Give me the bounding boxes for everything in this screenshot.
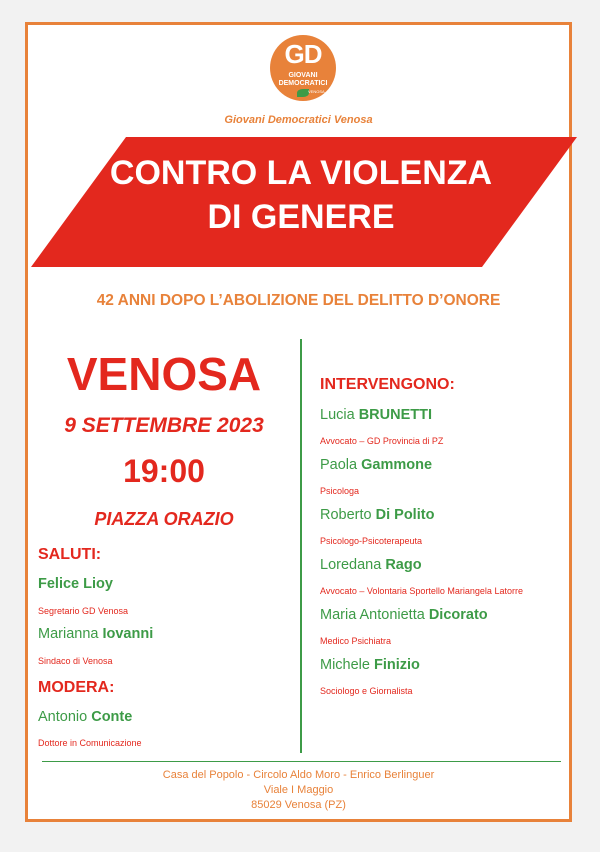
person-first: Maria Antonietta [320, 607, 425, 623]
event-time: 19:00 [123, 453, 205, 489]
person-last: Finizio [374, 657, 420, 673]
person-first: Paola [320, 457, 358, 473]
address-line2: Viale I Maggio [263, 784, 334, 796]
person-last: Rago [385, 557, 422, 573]
person-last: Di Polito [375, 507, 435, 523]
person-first: Michele [320, 657, 370, 673]
title-banner [31, 137, 577, 267]
event-city: VENOSA [66, 348, 262, 400]
person-last: BRUNETTI [358, 407, 433, 423]
footer-divider [42, 761, 561, 762]
person-last: Conte [91, 709, 133, 725]
person-name [320, 557, 422, 573]
person-role: Segretario GD Venosa [38, 606, 129, 616]
person-first: Antonio [38, 709, 88, 725]
person-first: Felice Lioy [38, 576, 113, 592]
person-role: Psicologa [320, 486, 360, 496]
person-last: Gammone [361, 457, 433, 473]
logo-line3: VENOSA [308, 89, 325, 94]
person-name [320, 507, 434, 523]
person-role: Sindaco di Venosa [38, 656, 113, 666]
person-name [38, 709, 132, 725]
poster [25, 22, 572, 822]
person-name [320, 657, 420, 673]
person-name [38, 626, 153, 642]
logo-line2: DEMOCRATICI [278, 80, 328, 87]
person-role: Avvocato – Volontaria Sportello Mariangela Latorre [320, 586, 523, 596]
modera-heading: MODERA: [38, 679, 115, 696]
gd-logo [270, 35, 336, 101]
banner-line2: DI GENERE [207, 198, 395, 236]
person-first: Marianna [38, 626, 99, 642]
person-role: Sociologo e Giornalista [320, 686, 413, 696]
person-first: Lucia [320, 407, 355, 423]
banner-line1: CONTRO LA VIOLENZA [109, 154, 493, 192]
person-role: Psicologo-Psicoterapeuta [320, 536, 423, 546]
logo-initials: GD [284, 39, 322, 69]
person-name [320, 407, 432, 423]
intervengono-heading: INTERVENGONO: [320, 376, 455, 393]
person-role: Avvocato – GD Provincia di PZ [320, 436, 444, 446]
person-last: Iovanni [102, 626, 154, 642]
address-line3: 85029 Venosa (PZ) [251, 799, 346, 811]
banner-title [61, 151, 541, 239]
person-last: Dicorato [428, 607, 488, 623]
column-divider [300, 339, 302, 753]
person-first: Loredana [320, 557, 382, 573]
org-name: Giovani Democratici Venosa [224, 114, 373, 126]
person-role: Medico Psichiatra [320, 636, 392, 646]
address-line1: Casa del Popolo - Circolo Aldo Moro - Enrico Berlinguer [162, 769, 435, 781]
saluti-heading: SALUTI: [38, 546, 102, 563]
event-date: 9 SETTEMBRE 2023 [64, 414, 264, 437]
subtitle: 42 ANNI DOPO L’ABOLIZIONE DEL DELITTO D’ONORE [96, 292, 501, 309]
person-role: Dottore in Comunicazione [38, 738, 142, 748]
logo-text [270, 72, 336, 88]
person-name [320, 457, 432, 473]
event-place: PIAZZA ORAZIO [94, 509, 234, 529]
person-name [320, 607, 488, 623]
person-name [38, 576, 113, 592]
logo-line1: GIOVANI [288, 72, 318, 79]
person-first: Roberto [320, 507, 372, 523]
